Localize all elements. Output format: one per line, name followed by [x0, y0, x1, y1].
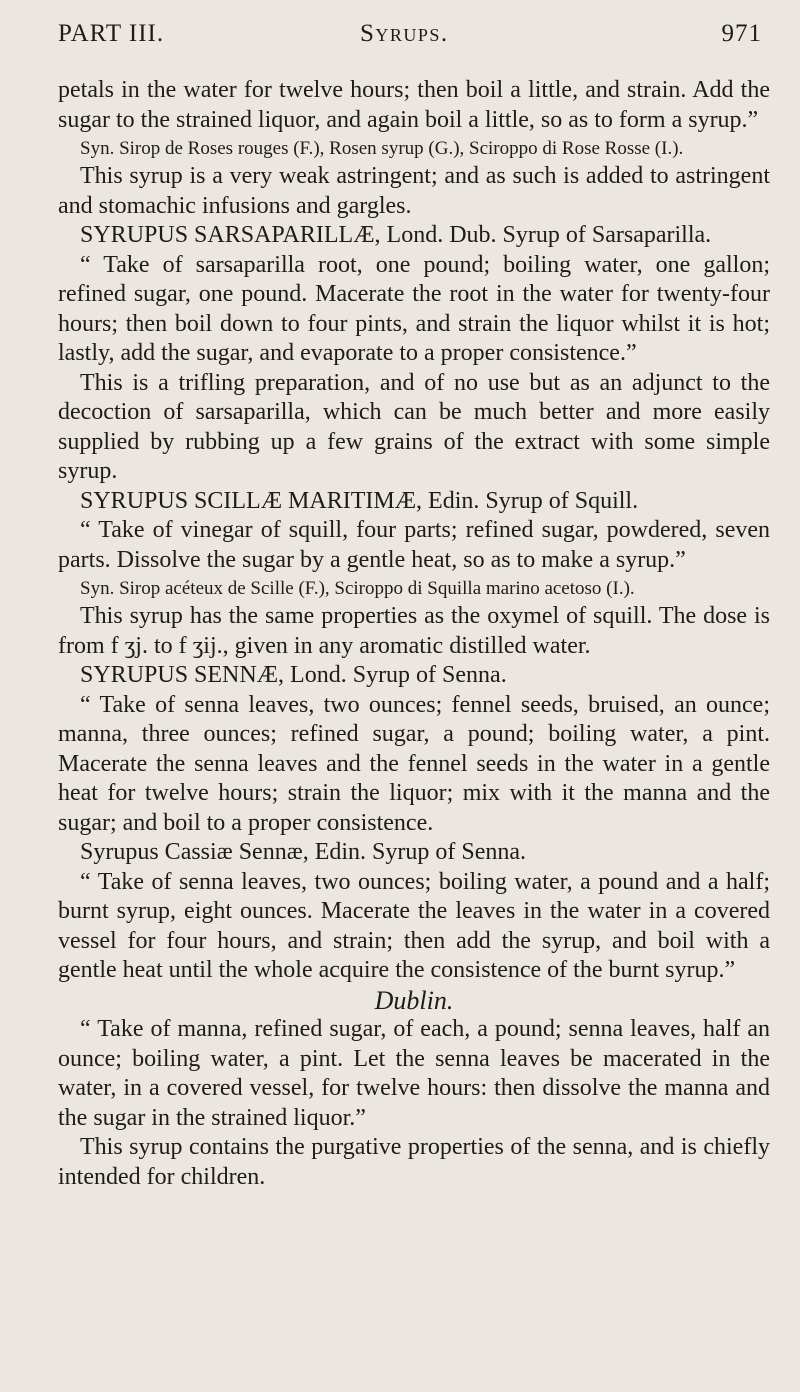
paragraph: “ Take of senna leaves, two ounces; fennel seeds, bruised, an ounce; manna, three ounces; refined sugar, a pound; boiling water, a pint. Macerate the senna leaves and the fennel seeds in the water in a gentle heat for twelve hours; strain the liquor; mix with it the manna and the sugar; and boil to a proper consistence. [58, 691, 770, 836]
paragraph: This syrup is a very weak astringent; and as such is added to astringent and stomachic infusions and gargles. [58, 163, 770, 219]
section-subheading: Dublin. [374, 985, 454, 1015]
synonyms-line: Syn. Sirop acéteux de Scille (F.), Sciroppo di Squilla marino acetoso (I.). [80, 578, 635, 599]
paragraph: This syrup has the same properties as the oxymel of squill. The dose is from f ʒj. to f ʒij., given in any aromatic distilled water. [58, 603, 770, 659]
paragraph: “ Take of senna leaves, two ounces; boiling water, a pound and a half; burnt syrup, eight ounces. Macerate the leaves in the water in a covered vessel for four hours, and strain; then add the syrup, and boil with a gentle heat until the whole acquire the consistence of the burnt syrup.” [58, 868, 770, 983]
entry-heading: SYRUPUS SENNÆ, Lond. Syrup of Senna. [80, 662, 507, 688]
page-body [58, 76, 770, 1192]
entry-heading: SYRUPUS SARSAPARILLÆ, Lond. Dub. Syrup of Sarsaparilla. [80, 222, 712, 248]
synonyms-line: Syn. Sirop de Roses rouges (F.), Rosen syrup (G.), Sciroppo di Rose Rosse (I.). [80, 138, 684, 159]
entry-heading: SYRUPUS SCILLÆ MARITIMÆ, Edin. Syrup of Squill. [80, 487, 639, 514]
entry-heading: Syrupus Cassiæ Sennæ, Edin. Syrup of Senna. [80, 839, 527, 865]
paragraph: petals in the water for twelve hours; then boil a little, and strain. Add the sugar to the strained liquor, and again boil a little, so as to form a syrup.” [58, 77, 770, 133]
part-label: PART III. [58, 20, 165, 47]
paragraph: This syrup contains the purgative properties of the senna, and is chiefly intended for children. [58, 1134, 770, 1190]
paragraph: “ Take of vinegar of squill, four parts; refined sugar, powdered, seven parts. Dissolve the sugar by a gentle heat, so as to make a syrup.” [58, 517, 770, 573]
paragraph: This is a trifling preparation, and of no use but as an adjunct to the decoction of sarsaparilla, which can be much better and more easily supplied by rubbing up a few grains of the extract with some simple syrup. [58, 369, 770, 484]
page-number: 971 [721, 20, 762, 47]
running-head [58, 14, 762, 54]
paragraph: “ Take of sarsaparilla root, one pound; boiling water, one gallon; refined sugar, one pound. Macerate the root in the water for twenty-four hours; then boil down to four pints, and strain the liquor whilst it is hot; lastly, add the sugar, and evaporate to a proper consistence.” [58, 251, 770, 366]
paragraph: “ Take of manna, refined sugar, of each, a pound; senna leaves, half an ounce; boiling water, a pint. Let the senna leaves be macerated in the water, in a covered vessel, for twelve hours: then dissolve the manna and the sugar in the strained liquor.” [58, 1016, 770, 1131]
running-title: Syrups. [360, 20, 449, 47]
